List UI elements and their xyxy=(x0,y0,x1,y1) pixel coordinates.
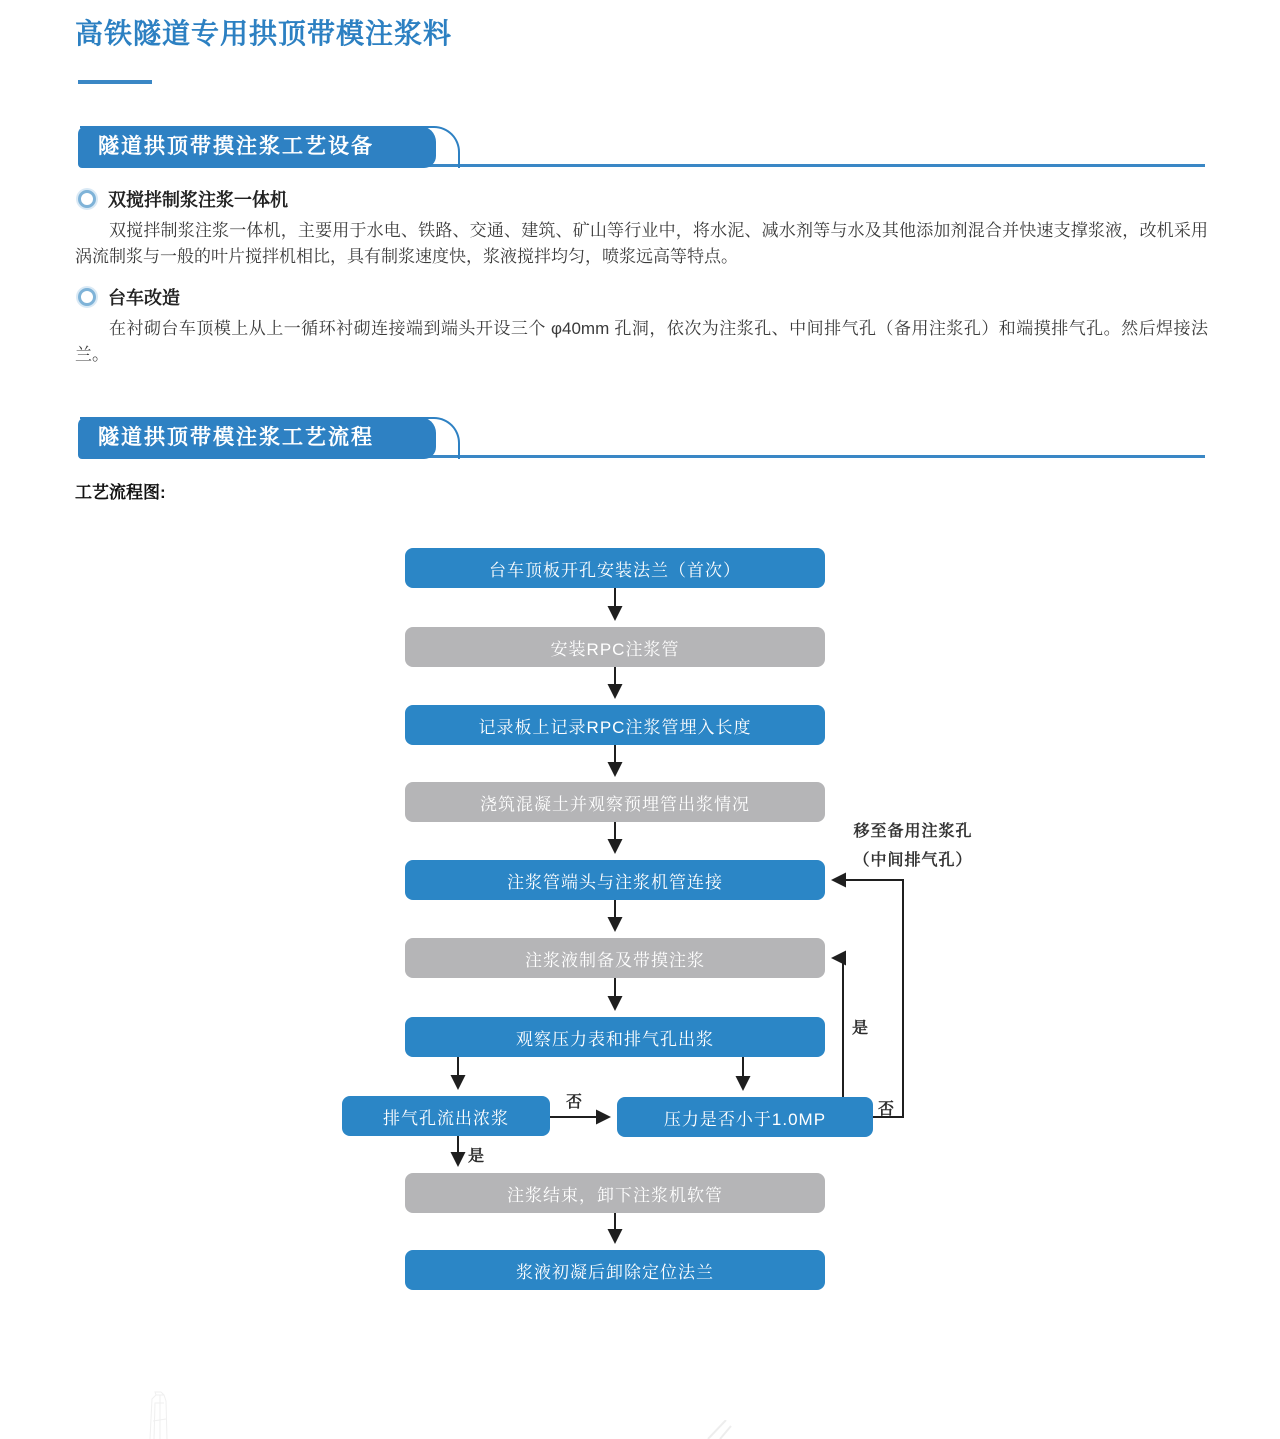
flowchart-caption: 工艺流程图: xyxy=(75,483,166,502)
label-yes-loop: 是 xyxy=(852,1020,869,1037)
flow-node-remove-flange: 浆液初凝后卸除定位法兰 xyxy=(405,1250,825,1290)
label-no-branch: 否 xyxy=(565,1094,582,1111)
flow-node-observe-gauge: 观察压力表和排气孔出浆 xyxy=(405,1017,825,1057)
section1-header-tab: 隧道拱顶带摸注浆工艺设备 xyxy=(78,126,436,168)
flow-node-record-length: 记录板上记录RPC注浆管埋入长度 xyxy=(405,705,825,745)
bullet-heading: 双搅拌制浆注浆一体机 xyxy=(108,190,288,210)
flow-node-pour-concrete: 浇筑混凝土并观察预埋管出浆情况 xyxy=(405,782,825,822)
title-underline xyxy=(78,80,152,84)
label-yes-branch: 是 xyxy=(468,1148,485,1165)
flow-node-pressure-check: 压力是否小于1.0MP xyxy=(617,1097,873,1137)
flow-node-connect-machine: 注浆管端头与注浆机管连接 xyxy=(405,860,825,900)
flow-node-install-rpc-pipe: 安装RPC注浆管 xyxy=(405,627,825,667)
section2-header-tab: 隧道拱顶带模注浆工艺流程 xyxy=(78,417,436,459)
corner-watermark xyxy=(698,1420,732,1439)
double-circle-bullet-icon xyxy=(78,288,96,306)
paragraph-equipment: 双搅拌制浆注浆一体机，主要用于水电、铁路、交通、建筑、矿山等行业中，将水泥、减水剂等与水及其他添加剂混合并快速支撑浆液，改机采用涡流制浆与一般的叶片搅拌机相比，具有制浆速度快，浆液搅拌均匀，喷浆远高等特点。 xyxy=(75,221,1208,266)
flow-node-drill-flange: 台车顶板开孔安装法兰（首次） xyxy=(405,548,825,588)
paragraph-trolley: 在衬砌台车顶模上从上一循环衬砌连接端到端头开设三个 φ40mm 孔洞，依次为注浆孔、中间排气孔（备用注浆孔）和端摸排气孔。然后焊接法兰。 xyxy=(75,319,1208,364)
annotation-backup-hole-line2: （中间排气孔） xyxy=(853,852,973,869)
bullet-trolley xyxy=(78,284,180,310)
double-circle-bullet-icon xyxy=(78,190,96,208)
label-no-loop: 否 xyxy=(878,1101,895,1118)
page-title: 高铁隧道专用拱顶带模注浆料 xyxy=(75,18,453,49)
flow-node-finish-grouting: 注浆结束，卸下注浆机软管 xyxy=(405,1173,825,1213)
annotation-backup-hole-line1: 移至备用注浆孔 xyxy=(853,823,973,840)
flow-node-prepare-grout: 注浆液制备及带摸注浆 xyxy=(405,938,825,978)
flow-node-vent-slurry: 排气孔流出浓浆 xyxy=(342,1096,550,1136)
bullet-heading: 台车改造 xyxy=(108,288,180,308)
bullet-equipment xyxy=(78,186,288,212)
building-watermark xyxy=(140,1391,184,1439)
